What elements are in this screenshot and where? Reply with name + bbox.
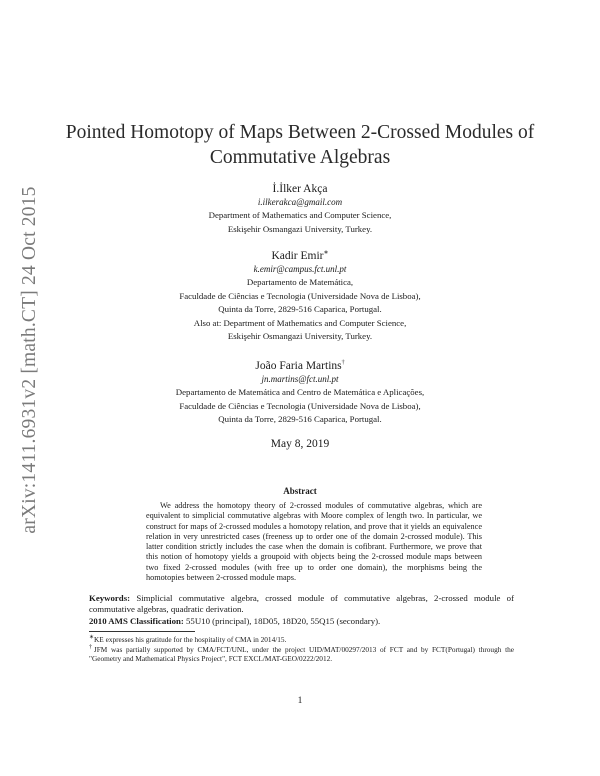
title-line-2: Commutative Algebras bbox=[209, 147, 391, 168]
footnote-1: ∗KE expresses his gratitude for the hospitality of CMA in 2014/15. bbox=[89, 634, 287, 644]
author-block-3 bbox=[0, 360, 600, 427]
abstract-heading: Abstract bbox=[283, 486, 317, 496]
title-line-1: Pointed Homotopy of Maps Between 2-Crossed Modules of bbox=[65, 122, 535, 143]
abstract-text: We address the homotopy theory of 2-crossed modules of commutative algebras, which are equivalent to simplicial commutative algebras with Moore complex of length two. In particular, we construct for maps of 2-crossed modules a homotopy relation, and prove that it yields an equivalence relation in very unrestricted cases (freeness up to order one of the domain 2-crossed module). This latter condition strictly includes the case when the domain is cofibrant. Furthermore, we prove that this notion of homotopy yields a groupoid with objects being the 2-crossed module maps between two fixed 2-crossed modules (with free up to order one domain), the morphisms being the homotopies between 2-crossed module maps. bbox=[146, 501, 482, 583]
affiliation-line: Eskişehir Osmangazi University, Turkey. bbox=[227, 331, 373, 341]
paper-title bbox=[0, 120, 600, 170]
author-name: Kadir Emir∗ bbox=[271, 250, 329, 262]
keywords-text: Simplicial commutative algebra, crossed module of commutative algebras, 2-crossed module of commutative algebras, quadratic derivation. bbox=[89, 593, 514, 615]
footnote-2: †JFM was partially supported by CMA/FCT/UNL, under the project UID/MAT/00297/2013 of FCT and by FCT(Portugal) through the "Geometry and Mathematical Physics Project", FCT EXCL/MAT-GEO/0222/2012. bbox=[89, 644, 514, 664]
ams-text: 55U10 (principal), 18D05, 18D20, 55Q15 (secondary). bbox=[186, 616, 381, 626]
author-block-2 bbox=[0, 250, 600, 344]
author-email[interactable]: k.emir@campus.fct.unl.pt bbox=[253, 264, 347, 274]
keywords-label: Keywords: bbox=[89, 593, 131, 603]
author-email[interactable]: i.ilkerakca@gmail.com bbox=[257, 197, 343, 207]
author-name: João Faria Martins† bbox=[255, 360, 345, 372]
affiliation-line: Departamento de Matemática, bbox=[246, 277, 354, 287]
author-affiliation bbox=[0, 209, 600, 236]
author-affiliation bbox=[0, 276, 600, 344]
affiliation-line: Quinta da Torre, 2829-516 Caparica, Portugal. bbox=[218, 414, 382, 424]
ams-classification bbox=[89, 616, 514, 627]
affiliation-line: Departamento de Matemática and Centro de Matemática e Aplicações, bbox=[175, 387, 425, 397]
affiliation-line: Eskişehir Osmangazi University, Turkey. bbox=[227, 223, 373, 234]
affiliation-line: Faculdade de Ciências e Tecnologia (Universidade Nova de Lisboa), bbox=[179, 400, 421, 411]
affiliation-line: Faculdade de Ciências e Tecnologia (Universidade Nova de Lisboa), bbox=[179, 290, 421, 301]
author-affiliation bbox=[0, 386, 600, 427]
keywords bbox=[89, 593, 514, 616]
author-name: İ.İlker Akça bbox=[272, 183, 328, 195]
ams-label: 2010 AMS Classification: bbox=[89, 616, 184, 626]
author-block-1 bbox=[0, 183, 600, 236]
author-email[interactable]: jn.martins@fct.unl.pt bbox=[261, 374, 339, 384]
page-number: 1 bbox=[297, 696, 303, 706]
footnote-rule bbox=[89, 631, 195, 632]
affiliation-line: Department of Mathematics and Computer Science, bbox=[208, 210, 392, 220]
arxiv-identifier: arXiv:1411.6931v2 [math.CT] 24 Oct 2015 bbox=[19, 186, 40, 534]
paper-date: May 8, 2019 bbox=[270, 438, 330, 450]
affiliation-line: Also at: Department of Mathematics and Computer Science, bbox=[193, 317, 407, 328]
affiliation-line: Quinta da Torre, 2829-516 Caparica, Portugal. bbox=[218, 304, 382, 314]
